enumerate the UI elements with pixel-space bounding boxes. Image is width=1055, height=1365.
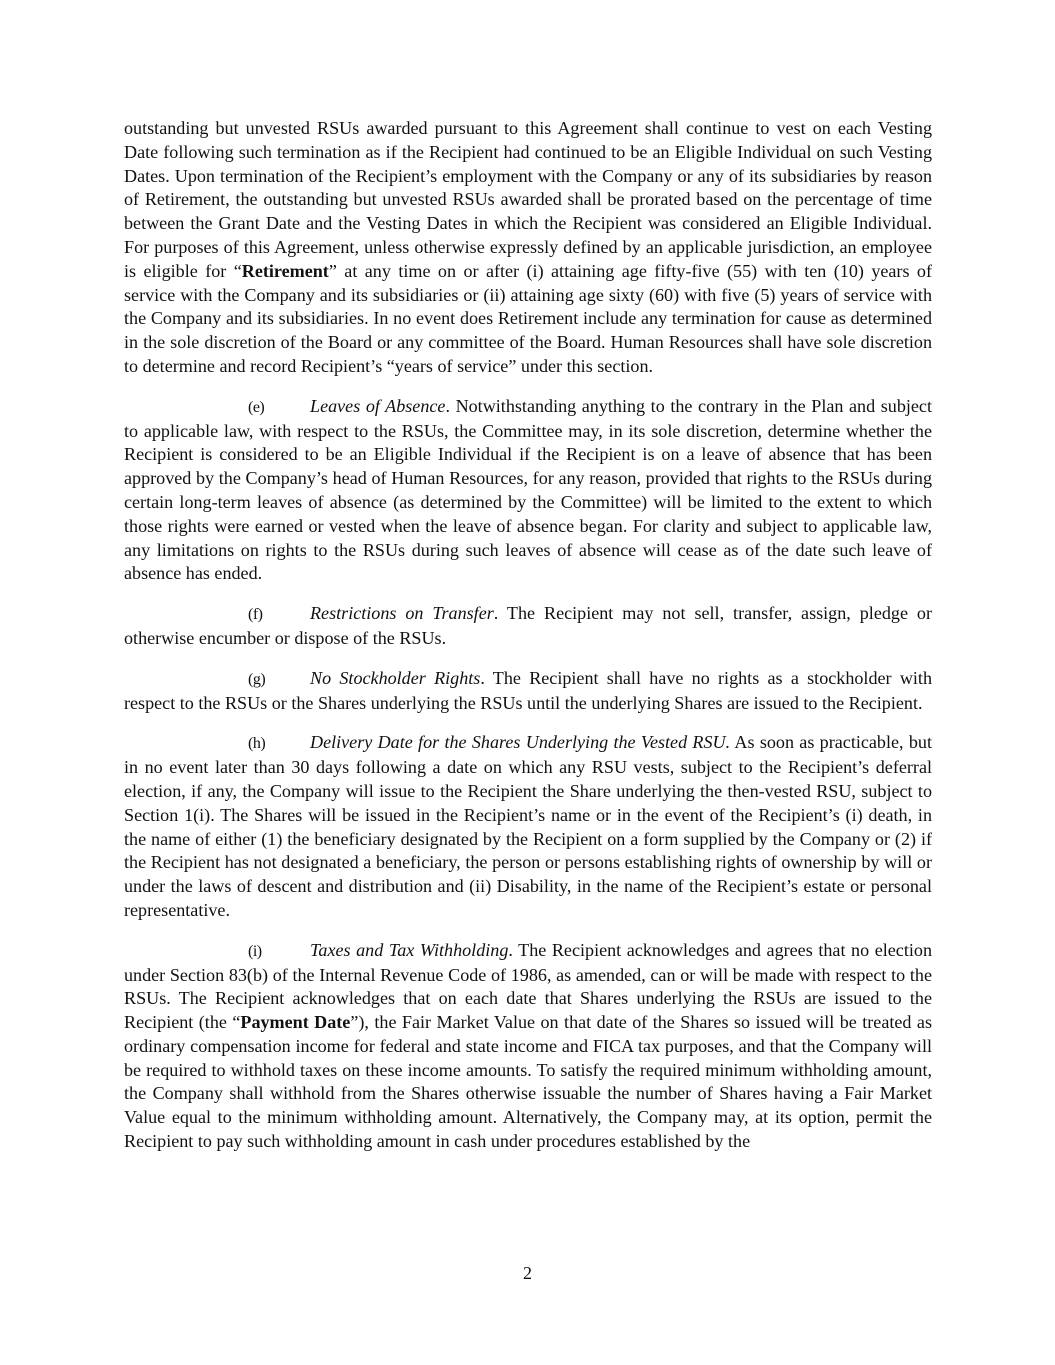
section-h-heading: Delivery Date for the Shares Underlying the Vested RSU. (310, 732, 731, 753)
continuation-paragraph (124, 117, 932, 379)
section-e-heading: Leaves of Absence (310, 395, 446, 416)
section-i-paragraph (124, 939, 932, 1154)
section-e-label: (e) (248, 398, 265, 416)
section-h-paragraph (124, 731, 932, 922)
section-g-body: . The Recipient shall have no rights as a stockholder with respect to the RSUs or the Shares underlying the RSUs until the underlying Shares are issued to the Recipient. (124, 667, 932, 713)
continuation-text-2: ” at any time on or after (i) attaining age fifty-five (55) with ten (10) years of service with the Company and its subsidiaries or (ii) attaining age sixty (60) with five (5) years of service with the Company and its subsidiaries. In no event does Retirement include any termination for cause as determined in the sole discretion of the Board or any committee of the Board. Human Resources shall have sole discretion to determine and record Recipient’s “years of service” under this section. (124, 260, 932, 376)
payment-date-term: Payment Date (240, 1012, 351, 1033)
section-f-label: (f) (248, 606, 263, 624)
section-i-label: (i) (248, 942, 262, 960)
section-g-paragraph (124, 667, 932, 716)
section-h-label: (h) (248, 735, 266, 753)
document-page (124, 117, 932, 1154)
continuation-text-1: outstanding but unvested RSUs awarded pursuant to this Agreement shall continue to vest on each Vesting Date following such termination as if the Recipient had continued to be an Eligible Individual on such Vesting Dates. Upon termination of the Recipient’s employment with the Company or any of its subsidiaries by reason of Retirement, the outstanding but unvested RSUs awarded shall be prorated based on the percentage of time between the Grant Date and the Vesting Dates in which the Recipient was considered an Eligible Individual. For purposes of this Agreement, unless otherwise expressly defined by an applicable jurisdiction, an employee is eligible for “ (124, 118, 932, 281)
section-f-paragraph (124, 602, 932, 651)
section-h-body: As soon as practicable, but in no event later than 30 days following a date on which any RSU vests, subject to the Recipient’s deferral election, if any, the Company will issue to the Recipient the Share underlying the then-vested RSU, subject to Section 1(i). The Shares will be issued in the Recipient’s name or in the event of the Recipient’s (i) death, in the name of either (1) the beneficiary designated by the Recipient on a form supplied by the Company or (2) if the Recipient has not designated a beneficiary, the person or persons establishing rights of ownership by will or under the laws of descent and distribution and (ii) Disability, in the name of the Recipient’s estate or personal representative. (124, 732, 932, 920)
section-i-body-2: ”), the Fair Market Value on that date of the Shares so issued will be treated as ordinary compensation income for federal and state income and FICA tax purposes, and that the Company will be required to withhold taxes on these income amounts. To satisfy the required minimum withholding amount, the Company shall withhold from the Shares otherwise issuable the number of Shares having a Fair Market Value equal to the minimum withholding amount. Alternatively, the Company may, at its option, permit the Recipient to pay such withholding amount in cash under procedures established by the (124, 1012, 932, 1152)
section-i-heading: Taxes and Tax Withholding (310, 939, 509, 960)
page-number: 2 (523, 1263, 532, 1283)
retirement-term: Retirement (241, 260, 329, 281)
section-f-heading: Restrictions on Transfer (310, 603, 494, 624)
section-e-paragraph (124, 395, 932, 586)
section-g-label: (g) (248, 670, 266, 688)
section-g-heading: No Stockholder Rights (310, 667, 481, 688)
section-f-body: . The Recipient may not sell, transfer, assign, pledge or otherwise encumber or dispose of the RSUs. (124, 603, 932, 648)
section-e-body: . Notwithstanding anything to the contrary in the Plan and subject to applicable law, with respect to the RSUs, the Committee may, in its sole discretion, determine whether the Recipient is considered to be an Eligible Individual if the Recipient is on a leave of absence that has been approved by the Company’s head of Human Resources, for any reason, provided that rights to the RSUs during certain long-term leaves of absence (as determined by the Committee) will be limited to the extent to which those rights were earned or vested when the leave of absence began. For clarity and subject to applicable law, any limitations on rights to the RSUs during such leaves of absence will cease as of the date such leave of absence has ended. (124, 395, 932, 584)
section-i-body-1: . The Recipient acknowledges and agrees that no election under Section 83(b) of the Internal Revenue Code of 1986, as amended, can or will be made with respect to the RSUs. The Recipient acknowledges that on each date that Shares underlying the RSUs are issued to the Recipient (the “ (124, 939, 932, 1033)
